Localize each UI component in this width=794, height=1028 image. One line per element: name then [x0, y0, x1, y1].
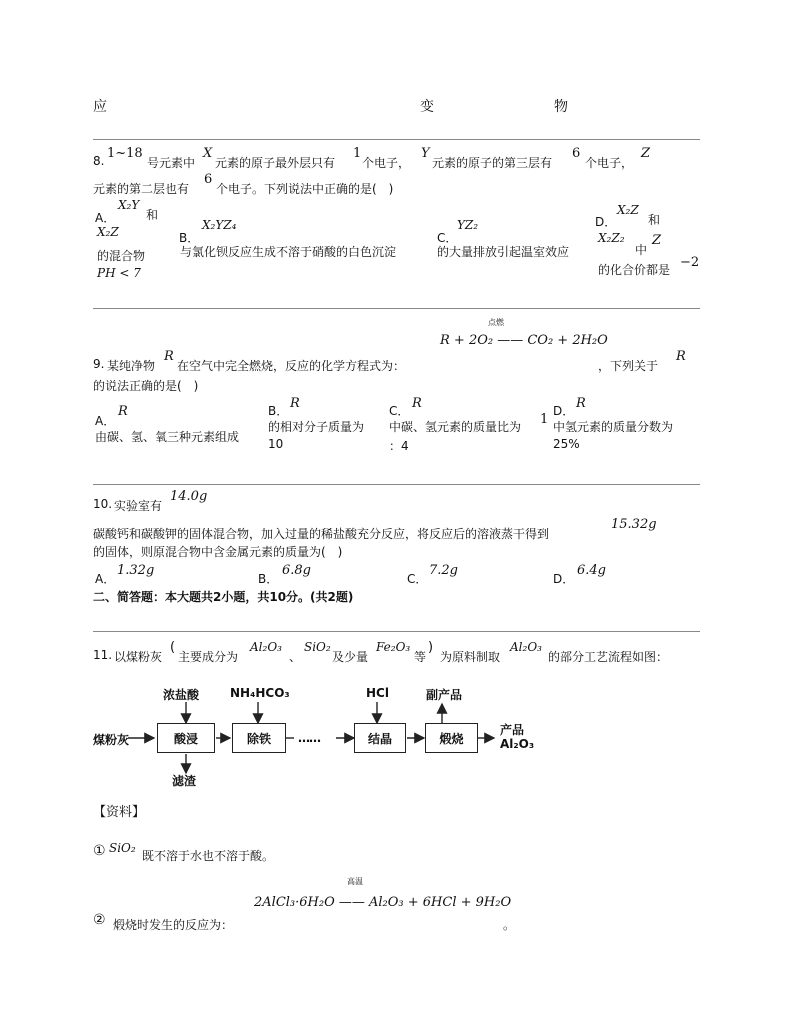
q8-X: X [203, 146, 213, 161]
info-1-text: 既不溶于水也不溶于酸。 [142, 849, 275, 863]
q10-text-1: 实验室有 [114, 499, 163, 513]
q8-option-a-ph: PH < 7 [97, 266, 141, 280]
q10-option-d-label: D． [553, 572, 575, 586]
flow-box-calcine: 煅烧 [425, 723, 478, 753]
q9-option-a-R: R [118, 404, 128, 419]
info-2-mark: ② [93, 912, 106, 928]
q9-option-c-text: 中碳、氢元素的质量比为 [389, 420, 522, 434]
q8-option-b-formula: X₂YZ₄ [202, 218, 237, 232]
flow-top-label-2: NH₄HCO₃ [230, 686, 290, 700]
q11-paren-open: ( [170, 640, 176, 655]
q8-Y: Y [421, 146, 430, 161]
q8-range: 1~18 [107, 146, 143, 161]
q11-text-3: 及少量 [332, 650, 369, 664]
q8-Z: Z [641, 146, 651, 161]
q9-option-d-text: 中氢元素的质量分数为 [553, 420, 674, 434]
q9-option-a-text: 由碳、氢、氧三种元素组成 [95, 430, 240, 444]
q8-option-b-label: B． [179, 231, 200, 245]
q8-text-5: 个电子， [585, 156, 634, 170]
q8-option-c-text: 的大量排放引起温室效应 [437, 245, 570, 259]
q8-n1: 1 [353, 146, 362, 161]
q8-option-d-label: D． [595, 215, 617, 229]
q9-text-2: 在空气中完全燃烧，反应的化学方程式为： [177, 359, 406, 373]
q8-option-a-formula-1: X₂Y [118, 198, 140, 212]
q10-option-b-label: B． [258, 572, 279, 586]
info-title: 【资料】 [93, 805, 146, 820]
flow-top-label-4: 副产品 [426, 688, 463, 702]
header-char-2: 变 [420, 99, 434, 115]
q8-option-c-label: C． [437, 231, 458, 245]
q8-option-d-formula-2: X₂Z₂ [598, 231, 625, 245]
q8-option-a-text: 的混合物 [97, 249, 146, 263]
q8-line2-a: 元素的第二层也有 [93, 182, 190, 196]
q9-line2: 的说法正确的是( ) [93, 379, 199, 393]
q8-option-d-Z: Z [652, 233, 662, 248]
q11-text-5: 为原料制取 [440, 650, 501, 664]
flow-box-acid-leach: 酸浸 [157, 723, 215, 753]
q10-option-a-value: 1.32g [117, 563, 155, 578]
q9-option-d-R: R [576, 396, 586, 411]
q9-condition: 点燃 [488, 318, 504, 327]
q8-text-2: 元素的原子最外层只有 [215, 156, 336, 170]
q9-option-c-R: R [412, 396, 422, 411]
q9-R: R [164, 349, 174, 364]
q8-option-d-and: 和 [648, 213, 661, 227]
q8-option-a-formula-2: X₂Z [97, 225, 119, 239]
q9-option-c-value-1: 1 [540, 412, 549, 427]
q10-line2: 碳酸钙和碳酸钾的固体混合物，加入过量的稀盐酸充分反应，将反应后的溶液蒸干得到 [93, 527, 550, 541]
q11-text-2: 主要成分为 [178, 650, 239, 664]
info-2-text: 煅烧时发生的反应为： [113, 918, 234, 932]
q8-option-c-formula: YZ₂ [457, 218, 479, 232]
q10-option-c-label: C． [407, 572, 428, 586]
q8-text-4: 元素的原子的第三层有 [432, 156, 553, 170]
info-2-equation: 2AlCl₃·6H₂O —— Al₂O₃ + 6HCl + 9H₂O [254, 895, 512, 910]
q9-option-b-R: R [290, 396, 300, 411]
q9-option-b-label: B． [268, 404, 289, 418]
q11-formula-1: Al₂O₃ [250, 640, 282, 654]
q9-option-c-value-2: ：4 [389, 439, 409, 453]
q11-number: 11. [93, 648, 113, 662]
q8-option-d-formula-1: X₂Z [617, 203, 639, 217]
q9-option-a-label: A． [95, 414, 116, 428]
q11-text-1: 以煤粉灰 [114, 650, 163, 664]
flow-box-iron-removal: 除铁 [232, 723, 286, 753]
q8-option-b-text: 与氯化钡反应生成不溶于硝酸的白色沉淀 [180, 245, 397, 259]
q10-option-b-value: 6.8g [282, 563, 311, 578]
flow-output-label-2: Al₂O₃ [500, 737, 535, 751]
q11-formula-4: Al₂O₃ [510, 640, 542, 654]
flow-box-crystallize: 结晶 [354, 723, 406, 753]
q8-option-d-text: 的化合价都是 [598, 263, 671, 277]
flow-top-label-3: HCl [366, 686, 389, 700]
q9-option-b-value: 10 [268, 437, 284, 451]
q10-option-a-label: A． [95, 572, 116, 586]
q9-option-d-value: 25% [553, 437, 580, 451]
q11-text-4: 等 [414, 650, 427, 664]
divider-2 [93, 308, 700, 309]
q10-mass-2: 15.32g [611, 517, 657, 532]
q8-number: 8. [93, 154, 105, 168]
q8-option-a-label: A． [95, 211, 116, 225]
q9-text-1: 某纯净物 [107, 359, 156, 373]
flow-input-label: 煤粉灰 [93, 733, 130, 747]
q8-n6a: 6 [572, 146, 581, 161]
flow-top-label-1: 浓盐酸 [163, 688, 200, 702]
q9-option-c-label: C． [389, 404, 410, 418]
q11-formula-2: SiO₂ [304, 640, 331, 654]
q11-formula-3: Fe₂O₃ [376, 640, 411, 654]
header-char-1: 应 [93, 99, 107, 115]
divider-4 [93, 631, 700, 632]
q8-text-3: 个电子， [362, 156, 411, 170]
flow-dots: …… [298, 731, 320, 745]
q8-option-d-value: −2 [680, 255, 700, 270]
q9-option-b-text: 的相对分子质量为 [268, 420, 365, 434]
header-char-3: 物 [554, 99, 568, 115]
q8-text-1: 号元素中 [147, 156, 196, 170]
q11-text-6: 的部分工艺流程如图： [548, 650, 669, 664]
info-2-end: 。 [503, 918, 516, 932]
q11-sep: 、 [289, 650, 302, 664]
q9-text-3: ，下列关于 [598, 359, 659, 373]
flow-bottom-label: 滤渣 [172, 774, 197, 788]
flow-output-label-1: 产品 [500, 723, 525, 737]
q9-number: 9. [93, 357, 105, 371]
q10-mass-1: 14.0g [170, 489, 208, 504]
q9-R2: R [676, 349, 686, 364]
divider-1 [93, 139, 700, 140]
q8-line2-b: 个电子。下列说法中正确的是( ) [216, 182, 394, 196]
q10-option-d-value: 6.4g [577, 563, 606, 578]
q9-equation: R + 2O₂ —— CO₂ + 2H₂O [440, 333, 608, 348]
info-2-condition: 高温 [347, 877, 363, 886]
info-1-formula: SiO₂ [109, 841, 136, 855]
divider-3 [93, 484, 700, 485]
info-1-mark: ① [93, 843, 106, 859]
q8-n6b: 6 [204, 172, 213, 187]
q8-option-d-mid: 中 [635, 243, 648, 257]
q10-line3: 的固体，则原混合物中含金属元素的质量为( ) [93, 545, 343, 559]
section-title: 二、简答题：本大题共2小题，共10分。(共2题) [93, 590, 354, 604]
q10-number: 10. [93, 497, 113, 511]
q11-paren-close: ) [428, 640, 434, 655]
q10-option-c-value: 7.2g [429, 563, 458, 578]
q9-option-d-label: D． [553, 404, 575, 418]
q8-option-a-and: 和 [146, 208, 159, 222]
